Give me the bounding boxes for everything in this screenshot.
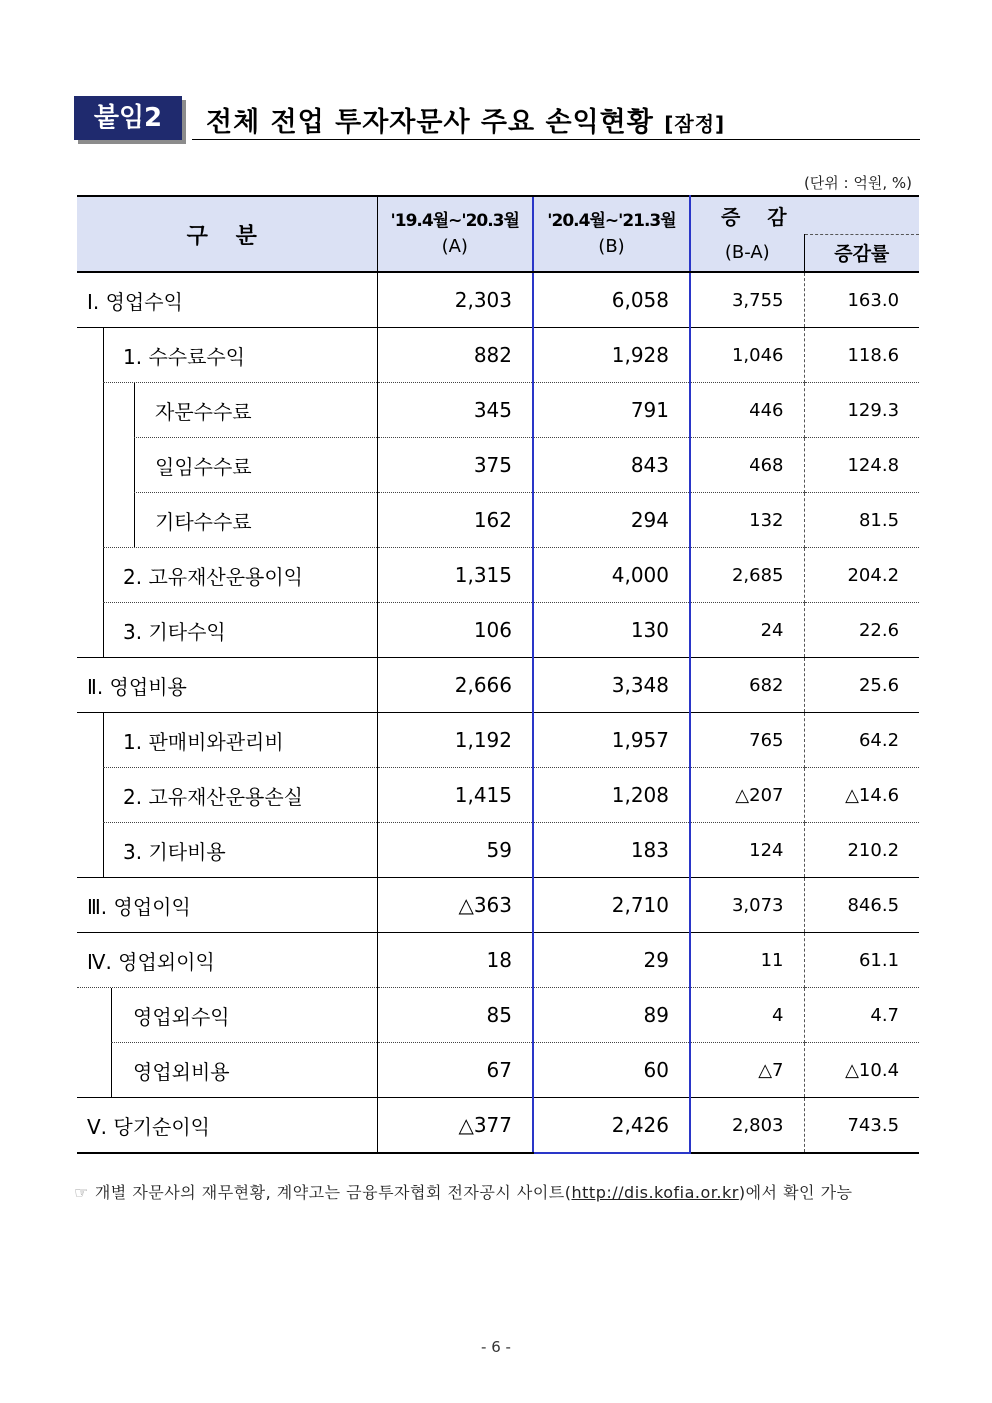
row-label-cell xyxy=(77,383,377,438)
row-label: Ⅰ. 영업수익 xyxy=(77,272,377,328)
row-label: 영업외비용 xyxy=(133,1059,230,1084)
row-label: Ⅱ. 영업비용 xyxy=(77,658,377,713)
row-label-cell xyxy=(77,1043,377,1098)
cell-rate: 124.8 xyxy=(804,438,919,493)
row-label: 3. 기타비용 xyxy=(123,839,226,864)
cell-b: 1,957 xyxy=(533,713,690,768)
cell-b: 2,426 xyxy=(533,1098,690,1154)
cell-a: 345 xyxy=(377,383,533,438)
cell-a: 2,303 xyxy=(377,272,533,328)
title-sub: [잠정] xyxy=(664,112,726,136)
cell-rate: 163.0 xyxy=(804,272,919,328)
cell-rate: 25.6 xyxy=(804,658,919,713)
cell-rate: 129.3 xyxy=(804,383,919,438)
header-period-b-code: (B) xyxy=(598,236,625,257)
row-label: 기타수수료 xyxy=(155,509,252,534)
cell-diff: 24 xyxy=(690,603,804,658)
cell-rate: △14.6 xyxy=(804,768,919,823)
row-label: 일임수수료 xyxy=(155,454,252,479)
cell-b: 2,710 xyxy=(533,878,690,933)
row-label: Ⅲ. 영업이익 xyxy=(77,878,377,933)
cell-b: 3,348 xyxy=(533,658,690,713)
table-row xyxy=(77,713,919,768)
cell-diff: 4 xyxy=(690,988,804,1043)
table-row xyxy=(77,1043,919,1098)
row-label-cell xyxy=(77,988,377,1043)
cell-b: 29 xyxy=(533,933,690,988)
row-label-cell xyxy=(77,548,377,603)
header-period-a xyxy=(377,196,533,272)
cell-a: 1,315 xyxy=(377,548,533,603)
table-row xyxy=(77,768,919,823)
cell-diff: 132 xyxy=(690,493,804,548)
header-diff-code: (B-A) xyxy=(690,234,804,272)
table-row xyxy=(77,1098,919,1154)
row-label: Ⅳ. 영업외이익 xyxy=(77,933,377,988)
cell-rate: 204.2 xyxy=(804,548,919,603)
cell-b: 1,208 xyxy=(533,768,690,823)
header-period-b xyxy=(533,196,690,272)
row-label-cell xyxy=(77,768,377,823)
income-table xyxy=(77,195,919,1154)
cell-b: 791 xyxy=(533,383,690,438)
header-gubun: 구 분 xyxy=(77,196,377,272)
row-label: 2. 고유재산운용이익 xyxy=(123,564,303,589)
cell-b: 89 xyxy=(533,988,690,1043)
footnote-suffix: )에서 확인 가능 xyxy=(738,1183,853,1202)
cell-a: 18 xyxy=(377,933,533,988)
table-row xyxy=(77,383,919,438)
header-diff-label: 증 감 xyxy=(721,204,797,229)
row-label-cell xyxy=(77,603,377,658)
cell-a: 106 xyxy=(377,603,533,658)
table-row xyxy=(77,548,919,603)
cell-diff: △7 xyxy=(690,1043,804,1098)
cell-a: △363 xyxy=(377,878,533,933)
table-row xyxy=(77,823,919,878)
cell-rate: 846.5 xyxy=(804,878,919,933)
cell-diff: △207 xyxy=(690,768,804,823)
cell-diff: 3,755 xyxy=(690,272,804,328)
cell-a: 1,415 xyxy=(377,768,533,823)
cell-b: 1,928 xyxy=(533,328,690,383)
cell-b: 6,058 xyxy=(533,272,690,328)
cell-b: 843 xyxy=(533,438,690,493)
cell-diff: 765 xyxy=(690,713,804,768)
cell-rate: 210.2 xyxy=(804,823,919,878)
cell-a: 375 xyxy=(377,438,533,493)
unit-label: (단위 : 억원, %) xyxy=(803,174,912,192)
cell-diff: 446 xyxy=(690,383,804,438)
header-diff xyxy=(690,196,919,234)
row-label: 영업외수익 xyxy=(133,1004,230,1029)
cell-rate: 22.6 xyxy=(804,603,919,658)
cell-diff: 682 xyxy=(690,658,804,713)
table-row xyxy=(77,988,919,1043)
row-label-cell xyxy=(77,328,377,383)
cell-diff: 124 xyxy=(690,823,804,878)
row-label-cell xyxy=(77,823,377,878)
kofia-disclosure-link[interactable]: http://dis.kofia.or.kr xyxy=(571,1183,739,1202)
cell-a: 67 xyxy=(377,1043,533,1098)
cell-rate: 61.1 xyxy=(804,933,919,988)
cell-b: 4,000 xyxy=(533,548,690,603)
title-block xyxy=(74,96,920,140)
cell-a: 1,192 xyxy=(377,713,533,768)
table-row xyxy=(77,658,919,713)
table-row xyxy=(77,878,919,933)
table-row xyxy=(77,603,919,658)
footnote-prefix: 개별 자문사의 재무현황, 계약고는 금융투자협회 전자공시 사이트( xyxy=(94,1183,572,1202)
cell-b: 130 xyxy=(533,603,690,658)
cell-diff: 468 xyxy=(690,438,804,493)
cell-rate: 118.6 xyxy=(804,328,919,383)
pointing-hand-icon: ☞ xyxy=(74,1183,89,1202)
cell-b: 183 xyxy=(533,823,690,878)
attachment-badge: 붙임2 xyxy=(74,96,182,140)
header-period-b-label: '20.4월~'21.3월 xyxy=(547,211,676,231)
cell-a: 882 xyxy=(377,328,533,383)
page-title xyxy=(206,100,725,139)
cell-diff: 11 xyxy=(690,933,804,988)
table-row xyxy=(77,328,919,383)
cell-b: 60 xyxy=(533,1043,690,1098)
page-number: - 6 - xyxy=(481,1338,511,1356)
row-label: 1. 판매비와관리비 xyxy=(123,729,284,754)
cell-a: △377 xyxy=(377,1098,533,1154)
row-label-cell xyxy=(77,713,377,768)
table-row xyxy=(77,272,919,328)
cell-diff: 1,046 xyxy=(690,328,804,383)
row-label: 1. 수수료수익 xyxy=(123,344,246,369)
cell-a: 162 xyxy=(377,493,533,548)
title-main: 전체 전업 투자자문사 주요 손익현황 xyxy=(206,107,654,138)
table-row xyxy=(77,493,919,548)
cell-a: 59 xyxy=(377,823,533,878)
header-rate: 증감률 xyxy=(804,234,919,272)
row-label: 3. 기타수익 xyxy=(123,619,226,644)
cell-rate: 64.2 xyxy=(804,713,919,768)
cell-a: 85 xyxy=(377,988,533,1043)
title-underline xyxy=(192,139,920,140)
cell-rate: 743.5 xyxy=(804,1098,919,1154)
cell-a: 2,666 xyxy=(377,658,533,713)
cell-diff: 2,803 xyxy=(690,1098,804,1154)
cell-diff: 2,685 xyxy=(690,548,804,603)
row-label: 2. 고유재산운용손실 xyxy=(123,784,303,809)
row-label: Ⅴ. 당기순이익 xyxy=(77,1098,377,1154)
header-period-a-label: '19.4월~'20.3월 xyxy=(390,211,519,231)
table-row xyxy=(77,438,919,493)
cell-rate: △10.4 xyxy=(804,1043,919,1098)
footnote xyxy=(74,1180,853,1203)
row-label-cell xyxy=(77,493,377,548)
cell-b: 294 xyxy=(533,493,690,548)
cell-diff: 3,073 xyxy=(690,878,804,933)
cell-rate: 81.5 xyxy=(804,493,919,548)
table-row xyxy=(77,933,919,988)
cell-rate: 4.7 xyxy=(804,988,919,1043)
header-period-a-code: (A) xyxy=(441,236,468,257)
row-label-cell xyxy=(77,438,377,493)
row-label: 자문수수료 xyxy=(155,399,252,424)
